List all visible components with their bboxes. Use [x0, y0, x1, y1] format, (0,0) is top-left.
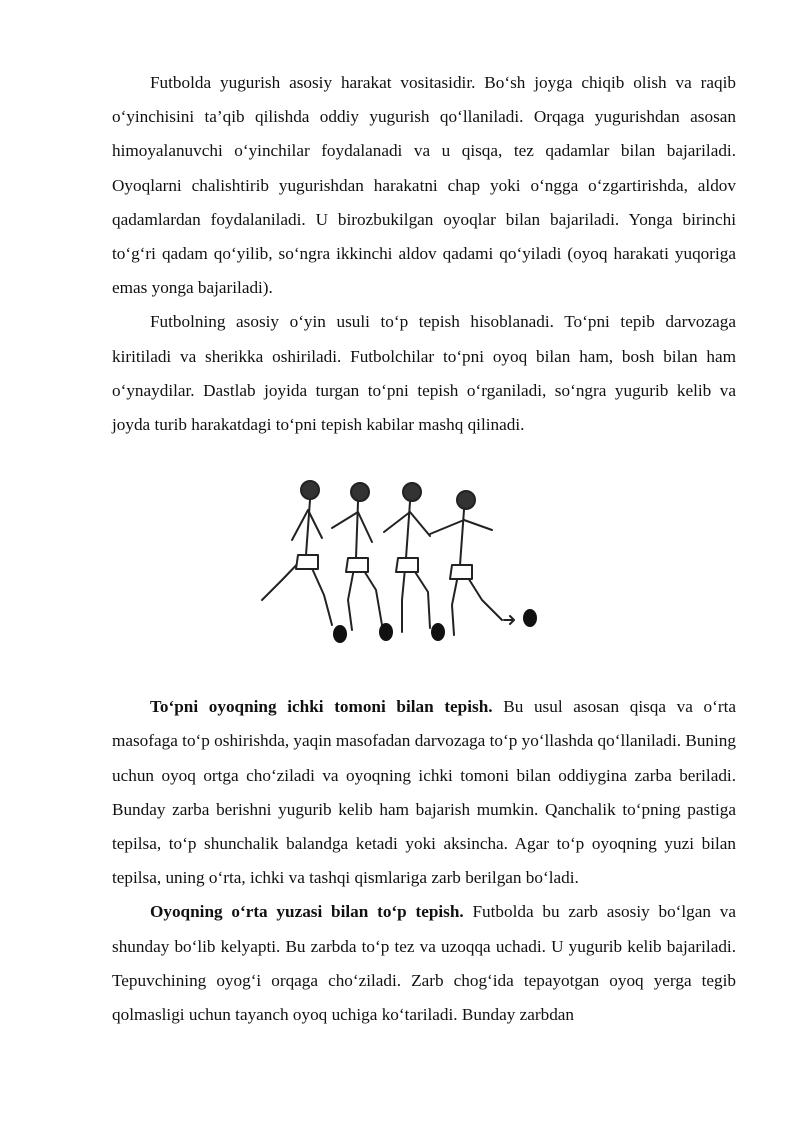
paragraph-running [112, 66, 736, 305]
football-kick-sequence-illustration [252, 460, 552, 675]
paragraph-inside-foot-kick [112, 690, 736, 895]
player-figure-1 [262, 481, 332, 625]
player-figure-4 [430, 491, 514, 635]
paragraph-text: Futbolning asosiy o‘yin usuli to‘p tepish hisoblanadi. To‘pni tepib darvozaga kiritiladi va sherikka oshiriladi. Futbolchilar to‘pni oyoq bilan ham, bosh bilan ham o‘ynaydilar. Dastlab joyida turgan to‘pni tepish o‘rganiladi, so‘ngra yugurib kelib va joyda turib harakatdagi to‘pni tepish kabilar mashq qilinadi. [112, 312, 736, 435]
player-figure-2 [332, 483, 382, 630]
football-balls [333, 609, 537, 643]
player-figure-3 [384, 483, 430, 632]
paragraph-kicking [112, 305, 736, 442]
section-heading: Oyoqning o‘rta yuzasi bilan to‘p tepish. [150, 902, 464, 922]
paragraph-text: Bu usul asosan qisqa va o‘rta masofaga to‘p oshirishda, yaqin masofadan darvozaga to‘p yo‘llashda qo‘llaniladi. Buning uchun oyoq ortga cho‘ziladi va oyoqning ichki tomoni bilan oddiygina zarba beriladi. Bunday zarba berishni yugurib kelib ham bajarish mumkin. Qanchalik to‘pning pastiga tepilsa, to‘p shunchalik balandga ketadi yoki aksincha. Agar to‘p oyoqning yuzi bilan tepilsa, uning o‘rta, ichki va tashqi qismlariga zarb berilgan bo‘ladi. [112, 697, 737, 888]
document-page [112, 66, 736, 1032]
paragraph-text: Futbolda bu zarb asosiy bo‘lgan va shunday bo‘lib kelyapti. Bu zarbda to‘p tez va uzoqqa uchadi. U yugurib kelib bajariladi. Tepuvchining oyog‘i orqaga cho‘ziladi. Zarb chog‘ida tepayotgan oyoq yerga tegib qolmasligi uchun tayanch oyoq uchiga ko‘tariladi. Bunday zarbdan [112, 902, 736, 1025]
paragraph-instep-kick [112, 895, 736, 1032]
section-heading: To‘pni oyoqning ichki tomoni bilan tepish. [150, 697, 493, 717]
kick-sequence-figure [112, 442, 736, 690]
paragraph-text: Futbolda yugurish asosiy harakat vositasidir. Bo‘sh joyga chiqib olish va raqib o‘yinchisini ta’qib qilishda oddiy yugurish qo‘llaniladi. Orqaga yugurishdan asosan himoyalanuvchi o‘yinchilar foydalanadi va u qisqa, tez qadamlar bilan bajariladi. Oyoqlarni chalishtirib yugurishdan harakatni chap yoki o‘ngga o‘zgartirishda, aldov qadamlardan foydalaniladi. U birozbukilgan oyoqlar bilan bajariladi. Yonga birinchi to‘g‘ri qadam qo‘yilib, so‘ngra ikkinchi aldov qadami qo‘yiladi (oyoq harakati yuqoriga emas yonga bajariladi). [112, 73, 736, 298]
